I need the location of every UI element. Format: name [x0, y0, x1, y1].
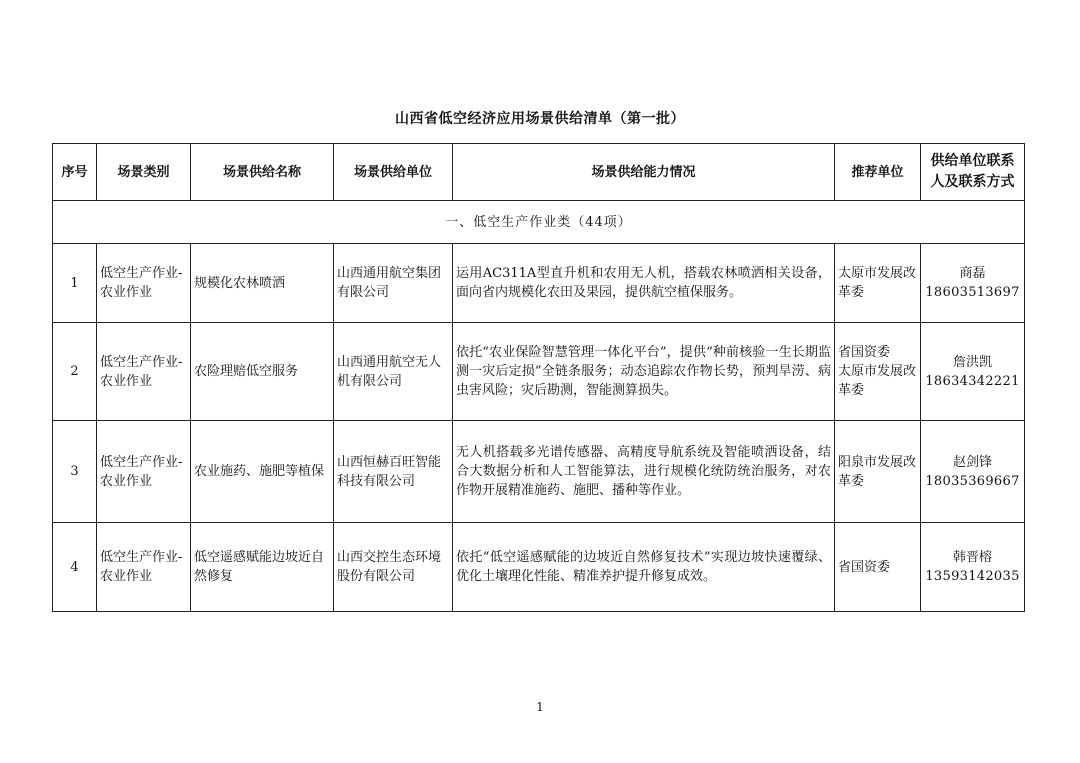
page-number: 1 — [536, 700, 544, 714]
row-category: 低空生产作业-农业作业 — [97, 421, 191, 523]
contact-name: 赵剑锋 — [952, 454, 992, 470]
header-contact: 供给单位联系人及联系方式 — [921, 144, 1025, 201]
row-capability: 依托“农业保险智慧管理一体化平台”，提供“种前核验一生长期监测一灾后定损”全链条服务；动态追踪农作物长势，预判旱涝、病虫害风险；灾后勘测，智能测算损失。 — [453, 323, 835, 421]
table-row — [53, 323, 1025, 421]
row-no: 4 — [53, 523, 97, 612]
contact-phone: 13593142035 — [925, 569, 1020, 584]
row-contact — [921, 244, 1025, 323]
row-category: 低空生产作业-农业作业 — [97, 244, 191, 323]
header-no: 序号 — [53, 144, 97, 201]
header-category: 场景类别 — [97, 144, 191, 201]
contact-name: 商磊 — [959, 266, 986, 281]
contact-phone: 18035369667 — [925, 473, 1020, 489]
section-heading: 一、低空生产作业类（44项） — [53, 201, 1025, 244]
row-name: 农险理赔低空服务 — [191, 323, 334, 421]
section-row — [53, 201, 1025, 244]
row-contact — [921, 421, 1025, 523]
document-title: 山西省低空经济应用场景供给清单（第一批） — [395, 111, 685, 127]
row-capability: 无人机搭载多光谱传感器、高精度导航系统及智能喷洒设备，结合大数据分析和人工智能算法，进行规模化统防统治服务，对农作物开展精准施药、施肥、播种等作业。 — [453, 421, 835, 523]
contact-phone: 18634342221 — [925, 373, 1020, 389]
row-unit: 山西交控生态环境股份有限公司 — [334, 523, 453, 612]
supply-list-table — [52, 143, 1025, 612]
contact-name: 韩晋榕 — [952, 550, 992, 565]
row-no: 3 — [53, 421, 97, 523]
row-capability: 运用AC311A型直升机和农用无人机，搭载农林喷洒相关设备，面向省内规模化农田及果园，提供航空植保服务。 — [453, 244, 835, 323]
row-category: 低空生产作业-农业作业 — [97, 323, 191, 421]
row-name: 农业施药、施肥等植保 — [191, 421, 334, 523]
row-recommender: 省国资委 — [835, 523, 921, 612]
row-unit: 山西通用航空无人机有限公司 — [334, 323, 453, 421]
header-capability: 场景供给能力情况 — [453, 144, 835, 201]
row-recommender: 阳泉市发展改革委 — [835, 421, 921, 523]
row-capability: 依托“低空遥感赋能的边坡近自然修复技术”实现边坡快速覆绿、优化土壤理化性能、精准养护提升修复成效。 — [453, 523, 835, 612]
row-recommender: 太原市发展改革委 — [835, 244, 921, 323]
table-header-row — [53, 144, 1025, 201]
row-no: 2 — [53, 323, 97, 421]
row-category: 低空生产作业-农业作业 — [97, 523, 191, 612]
row-unit: 山西恒赫百旺智能科技有限公司 — [334, 421, 453, 523]
table-row — [53, 421, 1025, 523]
row-no: 1 — [53, 244, 97, 323]
row-contact — [921, 523, 1025, 612]
header-recommender: 推荐单位 — [835, 144, 921, 201]
row-name: 规模化农林喷洒 — [191, 244, 334, 323]
contact-name: 詹洪凯 — [952, 354, 992, 370]
header-name: 场景供给名称 — [191, 144, 334, 201]
header-unit: 场景供给单位 — [334, 144, 453, 201]
table-row — [53, 244, 1025, 323]
row-unit: 山西通用航空集团有限公司 — [334, 244, 453, 323]
row-name: 低空遥感赋能边坡近自然修复 — [191, 523, 334, 612]
row-recommender: 省国资委 太原市发展改革委 — [835, 323, 921, 421]
table-row — [53, 523, 1025, 612]
contact-phone: 18603513697 — [925, 285, 1020, 300]
row-contact — [921, 323, 1025, 421]
